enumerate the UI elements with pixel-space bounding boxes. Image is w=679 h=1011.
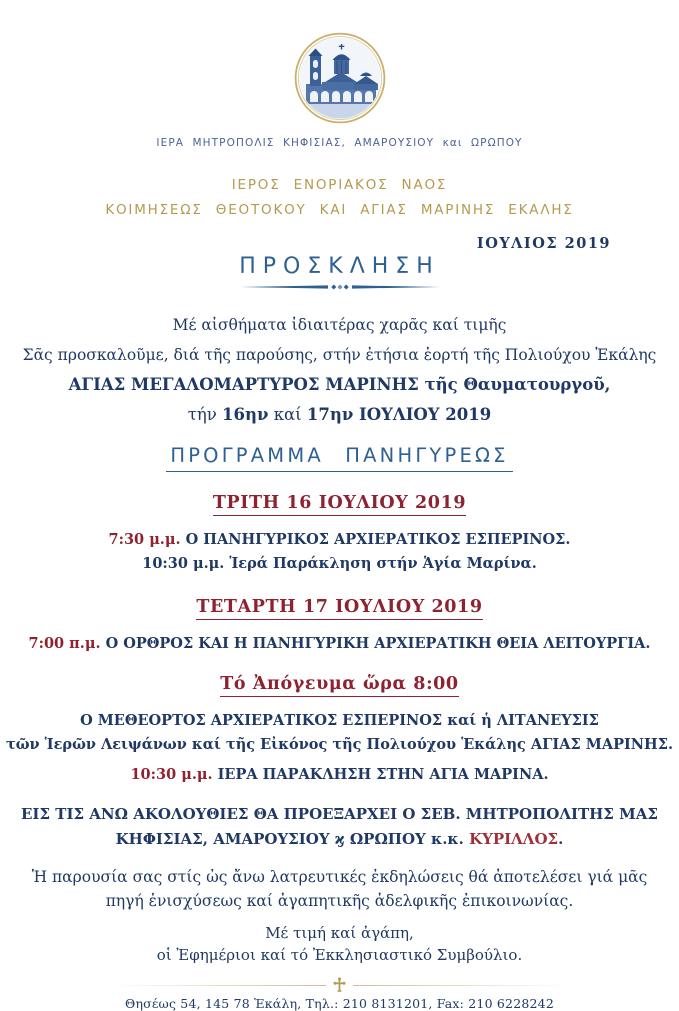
- closing-paragraph: [0, 865, 679, 913]
- evening-line-1: Ο ΜΕΘΕΟΡΤΟΣ ΑΡΧΙΕΡΑΤΙΚΟΣ ΕΣΠΕΡΙΝΟΣ καί ἡ ΛΙΤΑΝΕΥΣΙΣ: [80, 712, 599, 729]
- signoff-line-2: οἱ Ἐφημέριοι καί τό Ἐκκλησιαστικό Συμβούλιο.: [156, 946, 523, 964]
- evening-lines: [0, 709, 679, 757]
- closing-line-2: πηγή ἐνισχύσεως καί ἀγαπητικῆς ἀδελφικῆς ἐπικοινωνίας.: [105, 892, 574, 910]
- church-emblem-icon: [294, 32, 386, 124]
- budded-cross-icon: [333, 977, 346, 993]
- footer-divider: [110, 977, 570, 993]
- day2-title-block: [0, 597, 679, 620]
- metropolitan-name: ΚΥΡΙΛΛΟΣ: [469, 830, 559, 848]
- parish-line-2: ΚΟΙΜΗΣΕΩΣ ΘΕΟΤΟΚΟΥ ΚΑΙ ΑΓΙΑΣ ΜΑΡΙΝΗΣ ΕΚΑΛΗΣ: [105, 202, 574, 218]
- program-heading: ΠΡΟΓΡΑΜΜΑ ΠΑΝΗΓΥΡΕΩΣ: [166, 444, 512, 472]
- day2-item-1-time: 7:00 π.μ.: [28, 635, 101, 652]
- dates-mid: καί: [268, 405, 307, 424]
- metropolis-emblem: [294, 32, 386, 124]
- evening-line-2: τῶν Ἱερῶν Λειψάνων καί τῆς Εἰκόνος τῆς Πολιούχου Ἑκάλης ΑΓΙΑΣ ΜΑΡΙΝΗΣ.: [5, 736, 674, 753]
- dates-day2: 17ην ΙΟΥΛΙΟΥ 2019: [306, 405, 492, 424]
- footer-address: Θησέως 54, 145 78 Ἑκάλη, Τηλ.: 210 8131201, Fax: 210 6228242: [125, 996, 554, 1011]
- dates-prefix: τήν: [187, 405, 223, 424]
- evening-title: Τό Ἀπόγευμα ὥρα 8:00: [220, 674, 458, 697]
- day2-item-1: [0, 632, 679, 656]
- evening-item-1: [0, 763, 679, 787]
- title-flourish-ornament: [240, 282, 440, 292]
- presiding-line-1: ΕΙΣ ΤΙΣ ΑΝΩ ΑΚΟΛΟΥΘΙΕΣ ΘΑ ΠΡΟΕΞΑΡΧΕΙ Ο ΣΕΒ. ΜΗΤΡΟΠΟΛΙΤΗΣ ΜΑΣ: [21, 805, 658, 823]
- day1-item-1: [0, 528, 679, 552]
- dates-day1: 16ην: [222, 405, 269, 424]
- invitation-document: [0, 32, 679, 1011]
- program-heading-block: [0, 444, 679, 472]
- signoff-paragraph: [0, 922, 679, 966]
- evening-item-1-text: ΙΕΡΑ ΠΑΡΑΚΛΗΣΗ ΣΤΗΝ ΑΓΙΑ ΜΑΡΙΝΑ.: [212, 766, 549, 783]
- day1-title-block: [0, 493, 679, 516]
- presiding-line-2-pre: ΚΗΦΙΣΙΑΣ, ΑΜΑΡΟΥΣΙΟΥ ϗ ΩΡΩΠΟΥ κ.κ.: [115, 830, 470, 848]
- divider-line-right: [353, 985, 570, 986]
- day1-item-1-text: Ο ΠΑΝΗΓΥΡΙΚΟΣ ΑΡΧΙΕΡΑΤΙΚΟΣ ΕΣΠΕΡΙΝΟΣ.: [180, 531, 571, 548]
- title-block: [0, 254, 679, 292]
- divider-line-left: [110, 985, 327, 986]
- feast-name: ΑΓΙΑΣ ΜΕΓΑΛΟΜΑΡΤΥΡΟΣ ΜΑΡΙΝΗΣ τῆς Θαυματουργοῦ,: [68, 375, 611, 394]
- intro-paragraph: [0, 310, 679, 370]
- metropolis-name: ΙΕΡΑ ΜΗΤΡΟΠΟΛΙΣ ΚΗΦΙΣΙΑΣ, ΑΜΑΡΟΥΣΙΟΥ και ΩΡΩΠΟΥ: [156, 137, 523, 149]
- signoff-line-1: Μέ τιμή καί ἀγάπη,: [265, 924, 414, 942]
- day1-item-1-time: 7:30 μ.μ.: [108, 531, 181, 548]
- closing-line-1: Ἡ παρουσία σας στίς ὡς ἄνω λατρευτικές ἐκδηλώσεις θά ἀποτελέσει γιά μᾶς: [31, 868, 648, 886]
- day1-item-2: 10:30 μ.μ. Ἱερά Παράκληση στήν Ἁγία Μαρίνα.: [142, 555, 537, 572]
- invitation-title: ΠΡΟΣΚΛΗΣΗ: [239, 254, 440, 279]
- parish-line-1: ΙΕΡΟΣ ΕΝΟΡΙΑΚΟΣ ΝΑΟΣ: [231, 177, 448, 193]
- parish-name: [0, 173, 679, 223]
- intro-line-1: Μέ αἰσθήματα ἰδιαιτέρας χαρᾶς καί τιμῆς: [172, 316, 507, 334]
- issue-date: ΙΟΥΛΙΟΣ 2019: [476, 235, 611, 252]
- day2-item-1-text: Ο ΟΡΘΡΟΣ ΚΑΙ Η ΠΑΝΗΓΥΡΙΚΗ ΑΡΧΙΕΡΑΤΙΚΗ ΘΕΙΑ ΛΕΙΤΟΥΡΓΙΑ.: [100, 635, 651, 652]
- day1-title: ΤΡΙΤΗ 16 ΙΟΥΛΙΟΥ 2019: [213, 493, 466, 516]
- presiding-line-2-post: .: [558, 830, 564, 848]
- evening-title-block: [0, 674, 679, 697]
- feast-dates: [0, 400, 679, 430]
- presiding-paragraph: [0, 802, 679, 852]
- evening-item-1-time: 10:30 μ.μ.: [130, 766, 213, 783]
- intro-line-2: Σᾶς προσκαλοῦμε, διά τῆς παρούσης, στήν ἐτήσια ἑορτή τῆς Πολιούχου Ἑκάλης: [22, 346, 657, 364]
- day2-title: ΤΕΤΑΡΤΗ 17 ΙΟΥΛΙΟΥ 2019: [196, 597, 482, 620]
